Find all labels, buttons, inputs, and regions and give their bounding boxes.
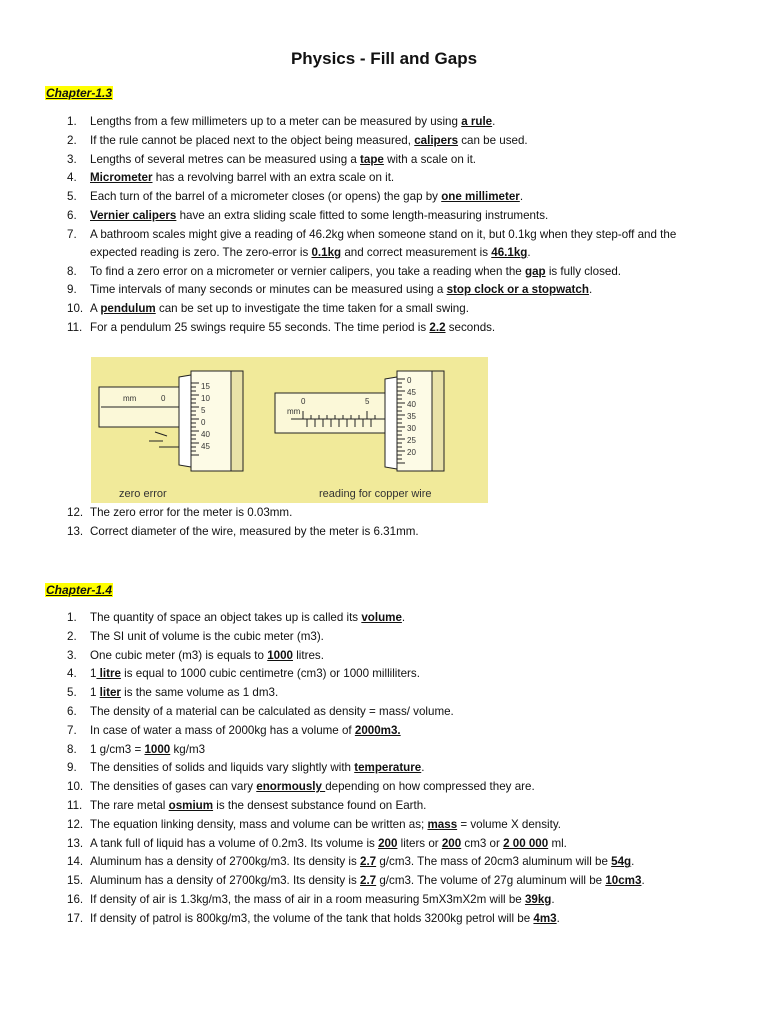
chapter-1-4-item: [0, 759, 720, 778]
item-text: 1: [90, 686, 100, 700]
chapter-1-4-item: [0, 835, 720, 854]
chapter-1-3-heading: Chapter-1.3: [46, 86, 113, 100]
answer-blank: Vernier calipers: [90, 208, 177, 222]
answer-blank: 1000: [267, 648, 293, 662]
chapter-1-3-list: [0, 113, 720, 338]
item-text: Lengths of several metres can be measured using a: [90, 152, 361, 166]
left-zero-label: 0: [161, 394, 166, 403]
thimble-scale-label: 40: [201, 430, 210, 439]
thimble-scale-label: 10: [201, 394, 210, 403]
answer-blank: 2000m3.: [354, 723, 401, 737]
item-text: A tank full of liquid has a volume of 0.2m3. Its volume is: [90, 836, 379, 850]
answer-blank: 4m3: [533, 911, 557, 925]
item-number: 10.: [67, 780, 84, 794]
item-number: 12.: [67, 817, 84, 831]
answer-blank: 2 00 000: [503, 836, 549, 850]
answer-blank: a rule: [461, 115, 493, 128]
item-text: depending on how compressed they are.: [325, 780, 535, 794]
chapter-1-3-item: [0, 300, 720, 319]
page-title: Physics - Fill and Gaps: [290, 49, 478, 68]
item-number: 3.: [67, 648, 77, 662]
chapter-1-3-item: [0, 188, 720, 207]
thimble-scale-label: 45: [407, 388, 416, 397]
item-number: 11.: [67, 798, 83, 812]
item-number: 4.: [67, 171, 77, 185]
chapter-1-4-item: [0, 609, 720, 628]
answer-blank: stop clock or a stopwatch: [446, 283, 589, 297]
item-text: can be set up to investigate the time taken for a small swing.: [155, 302, 469, 316]
item-text: Each turn of the barrel of a micrometer closes (or opens) the gap by: [90, 190, 442, 204]
item-text: is the densest substance found on Earth.: [213, 798, 427, 812]
item-text: have an extra sliding scale fitted to some length-measuring instruments.: [176, 208, 549, 222]
thimble-scale-label: 0: [407, 376, 412, 385]
right-unit-label: mm: [287, 407, 301, 416]
item-text: .: [631, 855, 635, 869]
answer-blank: mass: [427, 817, 458, 831]
item-text: One cubic meter (m3) is equals to: [90, 648, 268, 662]
left-caption: zero error: [119, 488, 167, 500]
answer-blank: liter: [99, 686, 121, 700]
item-number: 1.: [67, 611, 77, 624]
item-number: 13.: [67, 836, 84, 850]
thimble-scale-label: 0: [201, 418, 206, 427]
item-text: The densities of solids and liquids vary slightly with: [90, 761, 355, 775]
item-text: Lengths from a few millimeters up to a meter can be measured by using: [90, 115, 462, 128]
item-text: 1: [90, 667, 97, 681]
answer-blank: 200: [378, 836, 398, 850]
item-text: Correct diameter of the wire, measured by the meter is 6.31mm.: [90, 524, 419, 538]
chapter-1-3-item: [0, 523, 720, 542]
item-text: Time intervals of many seconds or minutes can be measured using a: [90, 283, 447, 297]
item-number: 12.: [67, 506, 84, 519]
chapter-1-3-item: [0, 113, 720, 132]
chapter-1-4-item: [0, 647, 720, 666]
item-number: 2.: [67, 629, 77, 643]
item-text: The quantity of space an object takes up is called its: [90, 611, 362, 624]
item-text: In case of water a mass of 2000kg has a volume of: [90, 723, 355, 737]
chapter-1-3-item: [0, 504, 720, 523]
item-text: is equal to 1000 cubic centimetre (cm3) or 1000 milliliters.: [120, 667, 420, 681]
chapter-1-4-item: [0, 665, 720, 684]
item-text: litres.: [293, 648, 324, 662]
chapter-1-3-item: [0, 281, 720, 300]
item-text: To find a zero error on a micrometer or vernier calipers, you take a reading when the: [90, 264, 525, 278]
item-text: Aluminum has a density of 2700kg/m3. Its density is: [90, 874, 361, 888]
chapter-1-4-item: [0, 778, 720, 797]
item-text: is fully closed.: [545, 264, 621, 278]
item-text: 1 g/cm3 =: [90, 742, 145, 756]
item-text: Aluminum has a density of 2700kg/m3. Its density is: [90, 855, 361, 869]
item-number: 8.: [67, 742, 77, 756]
chapter-1-4-item: [0, 741, 720, 760]
answer-blank: 0.1kg: [311, 246, 342, 260]
item-number: 5.: [67, 190, 77, 204]
item-number: 3.: [67, 152, 77, 166]
item-text: cm3 or: [461, 836, 504, 850]
chapter-1-4-item: [0, 628, 720, 647]
chapter-1-4-item: [0, 722, 720, 741]
answer-blank: 39kg: [524, 892, 552, 906]
answer-blank: 46.1kg: [491, 246, 528, 260]
item-number: 8.: [67, 264, 77, 278]
chapter-1-3-item: [0, 132, 720, 151]
chapter-1-3-item: [0, 207, 720, 226]
chapter-1-4-item: [0, 872, 720, 891]
item-number: 9.: [67, 283, 77, 297]
answer-blank: 2.2: [429, 320, 446, 334]
thimble-scale-label: 35: [407, 412, 416, 421]
item-text: The density of a material can be calculated as density = mass/ volume.: [90, 704, 454, 718]
item-text: seconds.: [445, 320, 496, 334]
chapter-1-3-item: [0, 226, 720, 263]
answer-blank: 200: [441, 836, 462, 850]
item-text: .: [551, 892, 555, 906]
answer-blank: tape: [360, 152, 384, 166]
answer-blank: litre: [96, 667, 121, 681]
item-text: has a revolving barrel with an extra scale on it.: [152, 171, 395, 185]
thimble-scale-label: 20: [407, 448, 416, 457]
micrometer-diagram: [91, 357, 488, 503]
item-number: 5.: [67, 686, 77, 700]
item-number: 17.: [67, 911, 84, 925]
item-text: = volume X density.: [457, 817, 561, 831]
answer-blank: 54g: [611, 855, 632, 869]
chapter-1-4-item: [0, 853, 720, 872]
item-text: .: [421, 761, 425, 775]
item-number: 6.: [67, 208, 77, 222]
item-number: 15.: [67, 874, 84, 888]
item-number: 13.: [67, 524, 84, 538]
thimble-scale-label: 40: [407, 400, 416, 409]
item-text: kg/m3: [170, 742, 206, 756]
chapter-1-4-item: [0, 816, 720, 835]
item-text: The equation linking density, mass and volume can be written as;: [90, 817, 428, 831]
micrometer-figure: [91, 357, 488, 503]
item-text: .: [588, 283, 593, 297]
left-unit-label: mm: [123, 394, 137, 403]
chapter-1-3-item: [0, 319, 720, 338]
item-text: with a scale on it.: [383, 152, 477, 166]
item-number: 7.: [67, 227, 77, 241]
item-text: liters or: [397, 836, 442, 850]
item-text: .: [492, 115, 496, 128]
item-text: .: [519, 190, 524, 204]
chapter-1-4-heading: Chapter-1.4: [46, 583, 113, 597]
item-number: 11.: [67, 320, 83, 334]
item-text: A: [90, 302, 101, 316]
item-number: 6.: [67, 704, 77, 718]
item-text: The densities of gases can vary: [90, 780, 257, 794]
thimble-scale-label: 30: [407, 424, 416, 433]
chapter-1-4-item: [0, 703, 720, 722]
item-text: g/cm3. The volume of 27g aluminum will be: [376, 874, 606, 888]
item-text: .: [641, 874, 645, 888]
answer-blank: enormously: [256, 780, 326, 794]
answer-blank: 10cm3: [605, 874, 642, 888]
answer-blank: gap: [524, 264, 546, 278]
right-caption: reading for copper wire: [319, 488, 432, 500]
thimble-scale-label: 15: [201, 382, 210, 391]
answer-blank: volume: [361, 611, 402, 624]
main-scale-label: 0: [301, 397, 306, 406]
item-text: The SI unit of volume is the cubic meter (m3).: [90, 629, 324, 643]
item-text: .: [401, 611, 406, 624]
answer-blank: calipers: [414, 133, 459, 147]
answer-blank: 2.7: [360, 855, 377, 869]
item-text: If density of patrol is 800kg/m3, the volume of the tank that holds 3200kg petrol will be: [90, 911, 534, 925]
answer-blank: pendulum: [100, 302, 156, 316]
main-scale-label: 5: [365, 397, 370, 406]
item-text: can be used.: [458, 133, 528, 147]
item-text: The rare metal: [90, 798, 169, 812]
item-text: is the same volume as 1 dm3.: [120, 686, 279, 700]
chapter-1-3-item: [0, 151, 720, 170]
item-text: The zero error for the meter is 0.03mm.: [90, 506, 293, 519]
item-text: g/cm3. The mass of 20cm3 aluminum will be: [376, 855, 612, 869]
chapter-1-4-item: [0, 684, 720, 703]
item-text: If the rule cannot be placed next to the object being measured,: [90, 133, 415, 147]
item-text: For a pendulum 25 swings require 55 seconds. The time period is: [90, 320, 430, 334]
item-number: 4.: [67, 667, 77, 681]
chapter-1-3-list-continued: [0, 504, 720, 542]
answer-blank: Micrometer: [90, 171, 153, 185]
chapter-1-3-item: [0, 263, 720, 282]
thimble-scale-label: 45: [201, 442, 210, 451]
item-number: 2.: [67, 133, 77, 147]
item-text: ml.: [548, 836, 567, 850]
item-text: If density of air is 1.3kg/m3, the mass of air in a room measuring 5mX3mX2m will be: [90, 892, 525, 906]
chapter-1-4-item: [0, 797, 720, 816]
answer-blank: 1000: [144, 742, 171, 756]
thimble-scale-label: 5: [201, 406, 206, 415]
answer-blank: osmium: [168, 798, 214, 812]
thimble-scale-label: 25: [407, 436, 416, 445]
item-number: 7.: [67, 723, 77, 737]
chapter-1-4-list: [0, 609, 720, 929]
item-number: 14.: [67, 855, 84, 869]
chapter-1-4-item: [0, 910, 720, 929]
item-number: 9.: [67, 761, 77, 775]
item-text: .: [556, 911, 560, 925]
item-text: .: [527, 246, 531, 260]
item-number: 1.: [67, 115, 77, 128]
item-number: 10.: [67, 302, 84, 316]
chapter-1-3-item: [0, 169, 720, 188]
item-number: 16.: [67, 892, 84, 906]
chapter-1-4-item: [0, 891, 720, 910]
answer-blank: 2.7: [360, 874, 377, 888]
item-text: A bathroom scales might give a reading of 46.2kg when someone stand on it, but 0.1kg when they step-off and the expected reading is zero. The zero-error is: [90, 227, 677, 260]
answer-blank: one millimeter: [441, 190, 520, 204]
item-text: and correct measurement is: [341, 246, 492, 260]
answer-blank: temperature: [354, 761, 422, 775]
